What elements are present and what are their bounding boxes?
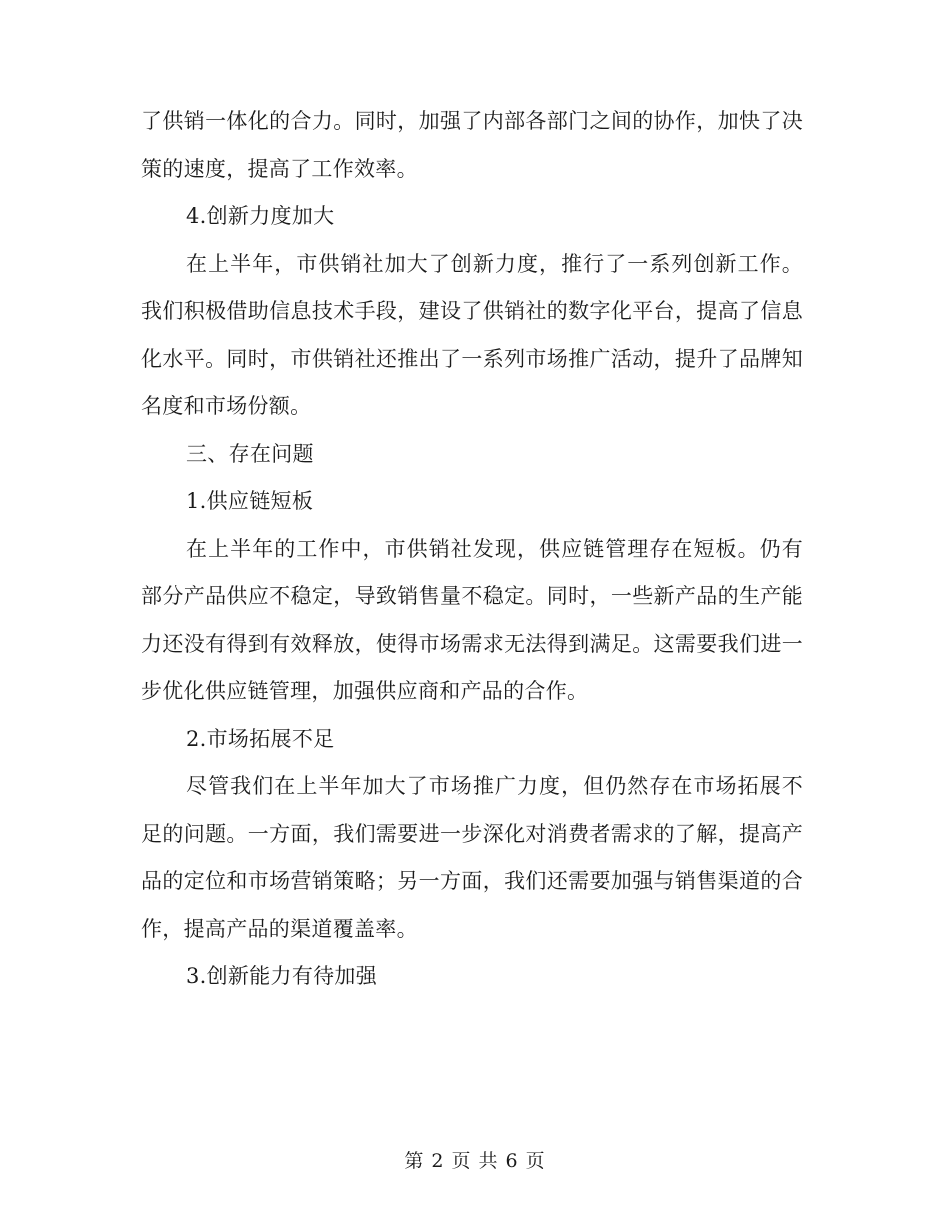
document-body [141, 98, 803, 1001]
subheading-innovation-capability: 3.创新能力有待加强 [186, 964, 378, 988]
page-number-text: 第 2 页 共 6 页 [404, 1150, 546, 1172]
paragraph-supply-chain: 在上半年的工作中，市供销社发现，供应链管理存在短板。仍有部分产品供应不稳定，导致销售量不稳定。同时，一些新产品的生产能力还没有得到有效释放，使得市场需求无法得到满足。这需要我们进一步优化供应链管理，加强供应商和产品的合作。 [141, 536, 803, 703]
subheading-supply-chain: 1.供应链短板 [186, 489, 314, 513]
page-number-footer [0, 1146, 950, 1173]
subheading-innovation-increase: 4.创新力度加大 [186, 204, 335, 228]
paragraph-innovation: 在上半年，市供销社加大了创新力度，推行了一系列创新工作。我们积极借助信息技术手段，建设了供销社的数字化平台，提高了信息化水平。同时，市供销社还推出了一系列市场推广活动，提升了品牌知名度和市场份额。 [141, 251, 803, 418]
paragraph-market-expansion: 尽管我们在上半年加大了市场推广力度，但仍然存在市场拓展不足的问题。一方面，我们需要进一步深化对消费者需求的了解，提高产品的定位和市场营销策略；另一方面，我们还需要加强与销售渠道的合作，提高产品的渠道覆盖率。 [141, 774, 803, 941]
section-heading-problems: 三、存在问题 [186, 441, 314, 466]
paragraph-continuation: 了供销一体化的合力。同时，加强了内部各部门之间的协作，加快了决策的速度，提高了工作效率。 [141, 109, 803, 181]
subheading-market-expansion: 2.市场拓展不足 [186, 726, 335, 751]
